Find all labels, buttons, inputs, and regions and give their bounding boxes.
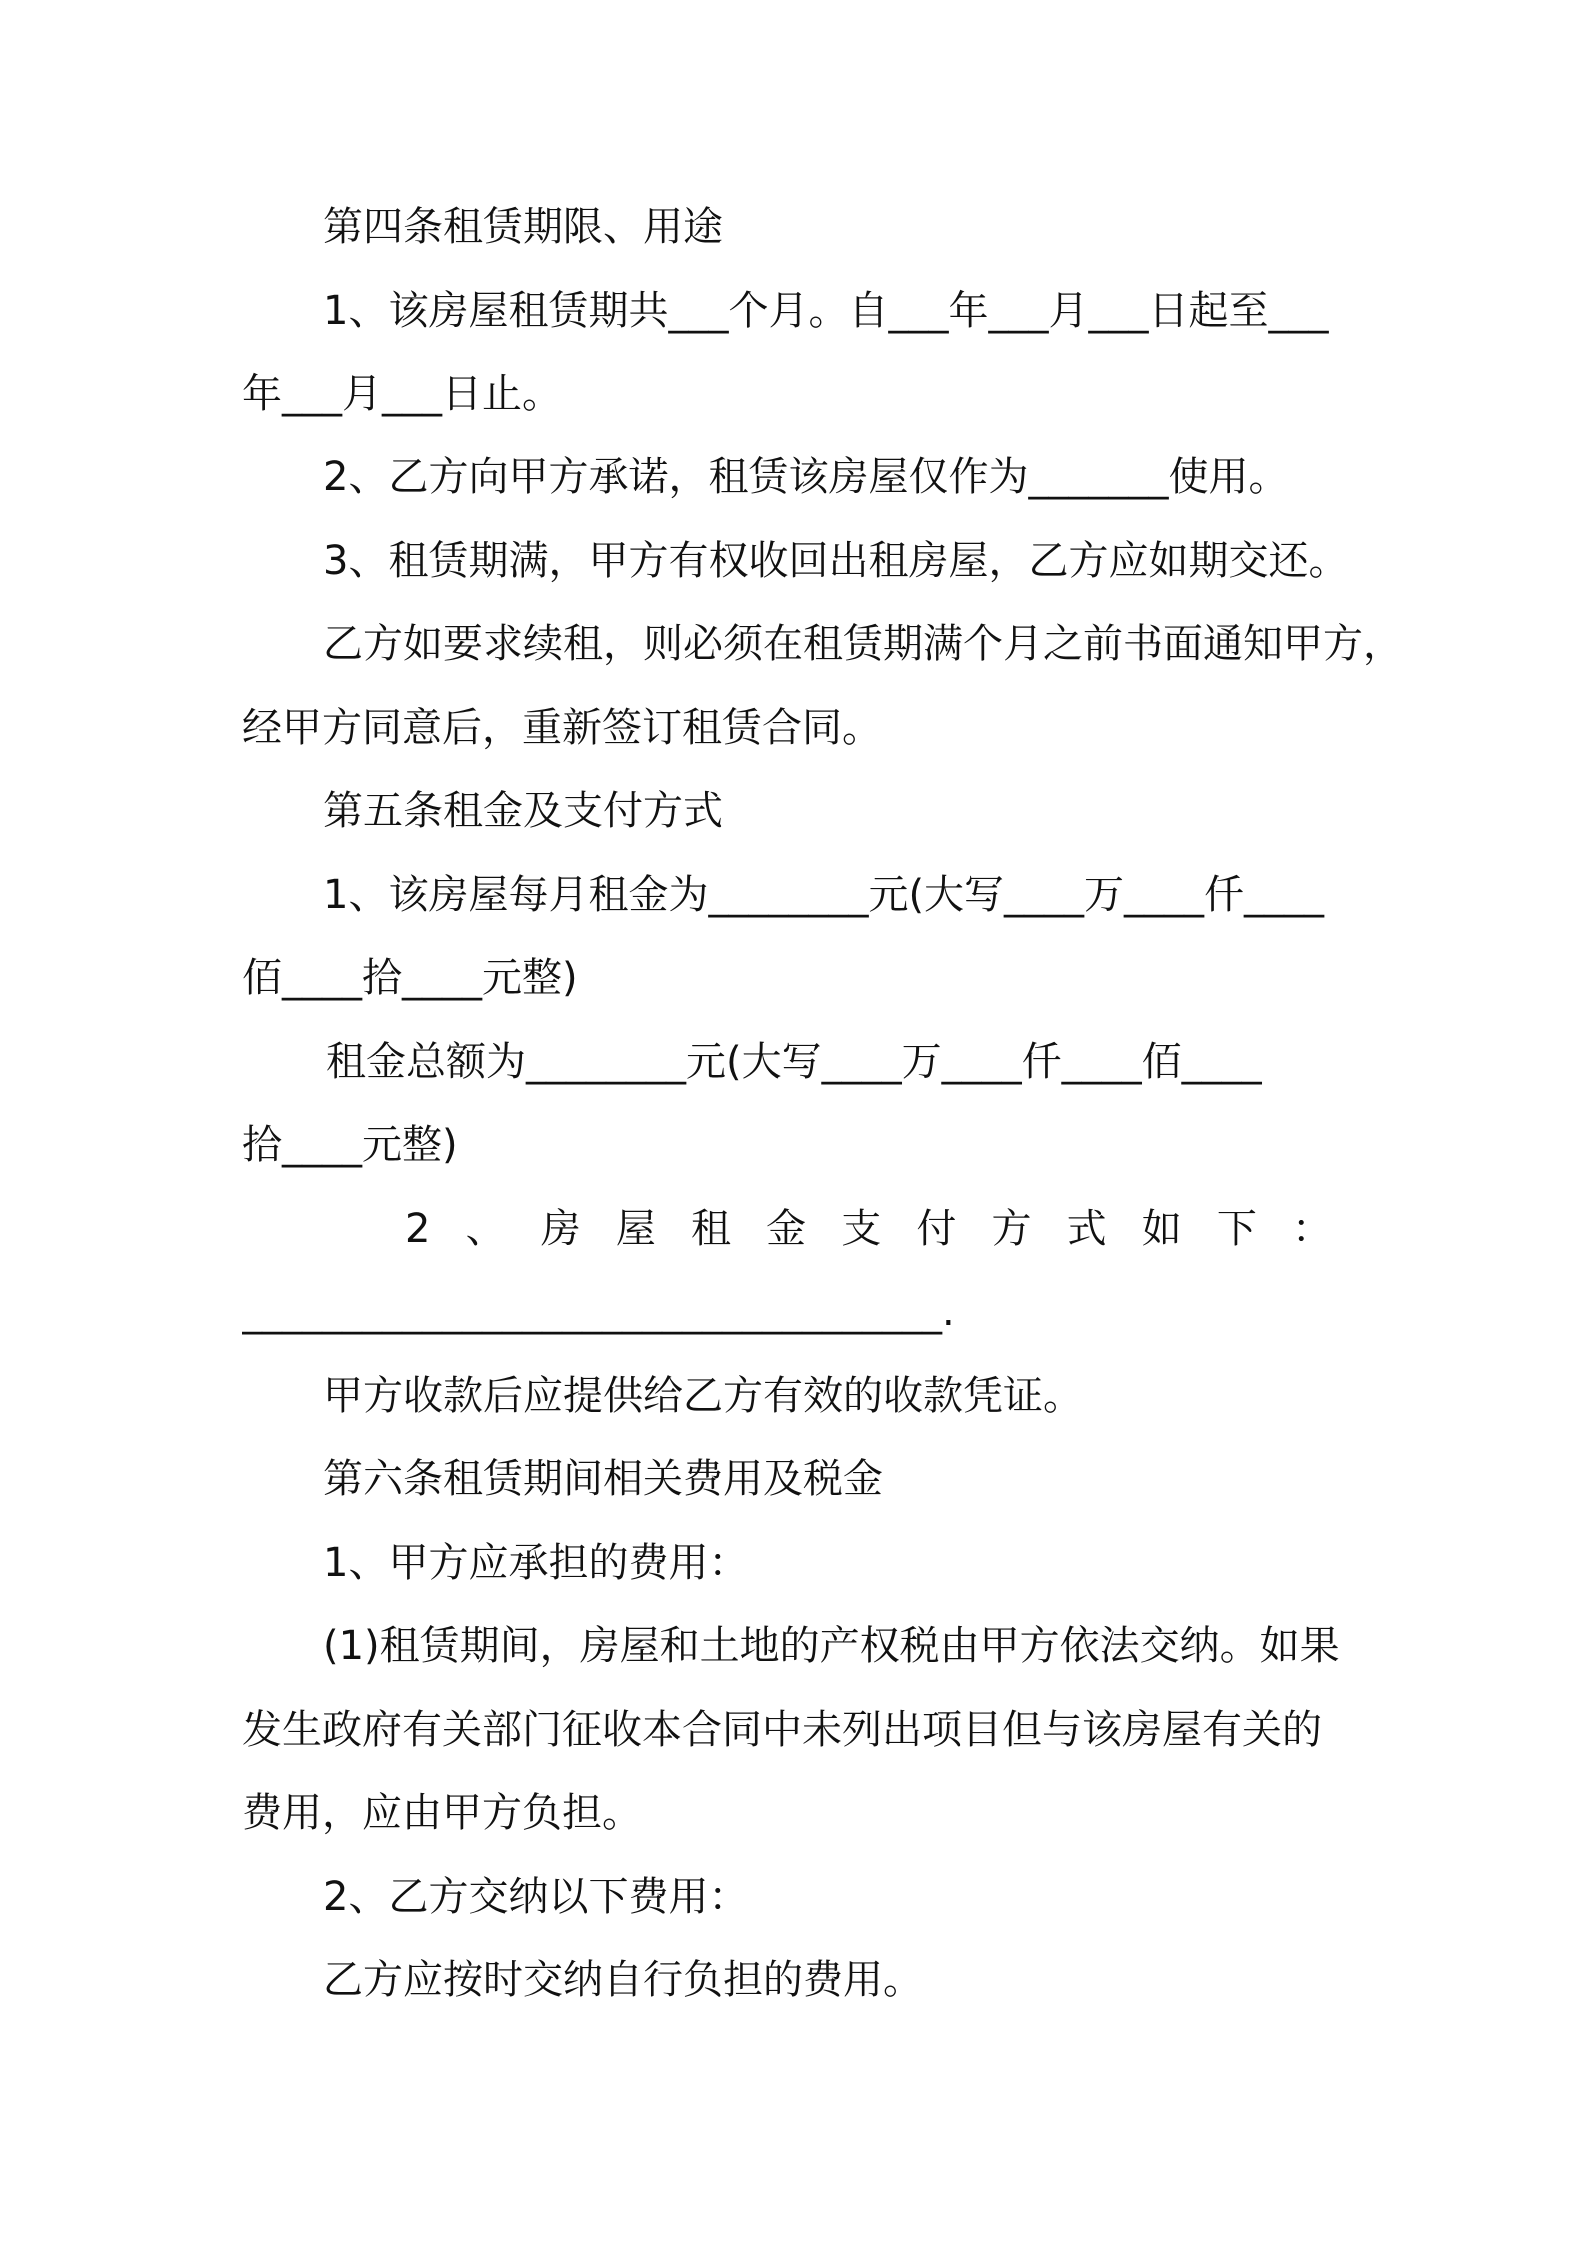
party-a-fees-line-1: (1)租赁期间，房屋和土地的产权税由甲方依法交纳。如果 [323,1623,1340,1669]
renewal-line-1: 乙方如要求续租，则必须在租赁期满个月之前书面通知甲方， [323,621,1403,667]
party-b-fees-heading: 2、乙方交纳以下费用： [323,1874,749,1920]
party-a-fees-line-3: 费用，应由甲方负担。 [242,1790,642,1836]
lease-purpose-line: 2、乙方向甲方承诺，租赁该房屋仅作为_______使用。 [323,454,1289,500]
article-6-heading: 第六条租赁期间相关费用及税金 [323,1456,883,1502]
renewal-line-2: 经甲方同意后，重新签订租赁合同。 [242,705,882,751]
payment-method-line: 2、房屋租金支付方式如下： [405,1206,1332,1252]
monthly-rent-line-2: 佰____拾____元整) [242,955,578,1001]
total-rent-line-1: 租金总额为________元(大写____万____仟____佰____ [326,1039,1262,1085]
payment-method-blank: ___________________________________. [242,1289,955,1335]
party-a-fees-line-2: 发生政府有关部门征收本合同中未列出项目但与该房屋有关的 [242,1707,1322,1753]
party-b-fees-line: 乙方应按时交纳自行负担的费用。 [323,1957,923,2003]
lease-term-line-1: 1、该房屋租赁期共___个月。自___年___月___日起至___ [323,288,1329,334]
receipt-line: 甲方收款后应提供给乙方有效的收款凭证。 [323,1373,1083,1419]
article-4-heading: 第四条租赁期限、用途 [323,204,723,250]
monthly-rent-line-1: 1、该房屋每月租金为________元(大写____万____仟____ [323,872,1325,918]
lease-term-line-2: 年___月___日止。 [242,371,562,417]
lease-expiry-line: 3、租赁期满，甲方有权收回出租房屋，乙方应如期交还。 [323,538,1349,584]
party-a-fees-heading: 1、甲方应承担的费用： [323,1540,749,1586]
article-5-heading: 第五条租金及支付方式 [323,788,723,834]
total-rent-line-2: 拾____元整) [242,1122,458,1168]
